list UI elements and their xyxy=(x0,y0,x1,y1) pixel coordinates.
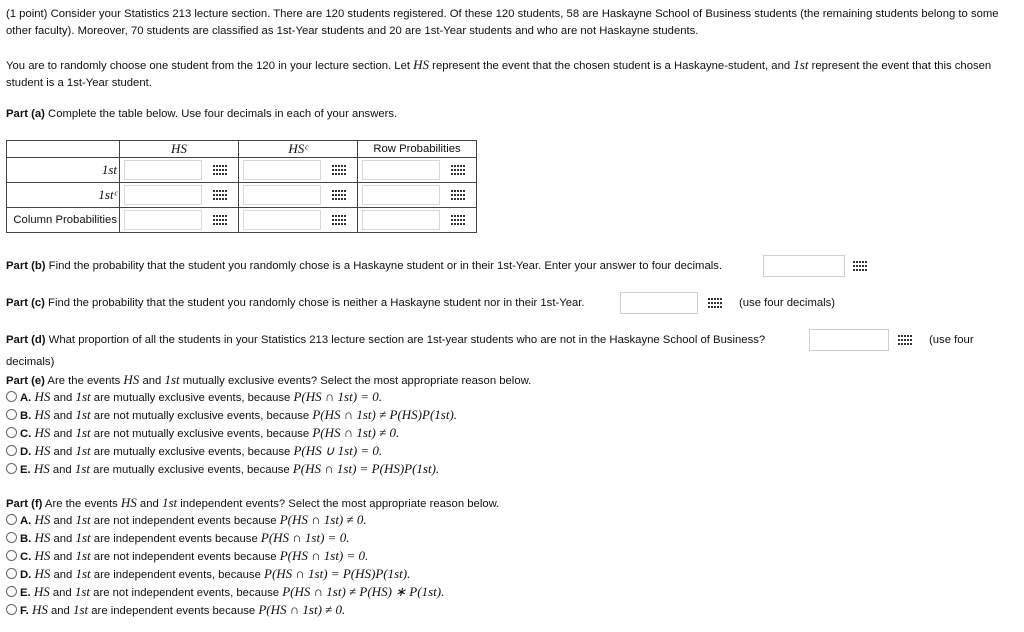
symbol-1st: 1st xyxy=(75,425,91,440)
option-row[interactable] xyxy=(6,442,382,461)
option-letter: C. xyxy=(20,428,32,440)
option-letter: C. xyxy=(20,551,32,563)
keypad-icon[interactable] xyxy=(853,261,867,271)
symbol-1st: 1st xyxy=(75,389,91,404)
option-math: P(HS ∩ 1st) = 0. xyxy=(260,530,350,545)
option-row[interactable] xyxy=(6,406,457,425)
radio-button[interactable] xyxy=(6,391,17,402)
part-f-text-1: Are the events xyxy=(42,498,121,510)
option-row[interactable] xyxy=(6,583,444,602)
option-letter: B. xyxy=(20,533,32,545)
part-a-label: Part (a) xyxy=(6,108,45,120)
table-row xyxy=(7,208,477,233)
part-f-text-2: and xyxy=(136,498,162,510)
row-label-1st xyxy=(7,158,120,183)
option-math: P(HS ∩ 1st) ≠ P(HS) ∗ P(1st). xyxy=(282,584,445,599)
option-letter: F. xyxy=(20,605,29,617)
part-e-text-2: and xyxy=(139,375,165,387)
header-hs-text: HS xyxy=(171,141,187,156)
option-letter: A. xyxy=(20,515,32,527)
row-label-text: Column Probabilities xyxy=(13,214,117,226)
radio-button[interactable] xyxy=(6,586,17,597)
part-a-prompt xyxy=(6,106,1016,123)
radio-button[interactable] xyxy=(6,604,17,615)
symbol-1st: 1st xyxy=(74,461,91,476)
symbol-hs: HS xyxy=(34,443,51,458)
answer-input-hs-1stc[interactable] xyxy=(124,185,202,205)
header-row-prob-text: Row Probabilities xyxy=(373,143,461,155)
option-text: are independent events because xyxy=(90,533,261,545)
symbol-hs: HS xyxy=(31,602,48,617)
setup-paragraph xyxy=(6,56,1016,92)
keypad-icon[interactable] xyxy=(213,215,227,225)
option-text: are not independent events, because xyxy=(90,587,283,599)
option-row[interactable] xyxy=(6,529,349,548)
option-math: P(HS ∩ 1st) = P(HS)P(1st). xyxy=(264,566,411,581)
part-f-label: Part (f) xyxy=(6,498,43,510)
part-b-text: Find the probability that the student you randomly chose is a Haskayne student or in their 1st-Year. Enter your answer to four decimals. xyxy=(45,260,723,272)
part-a-text: Complete the table below. Use four decimals in each of your answers. xyxy=(44,108,398,120)
part-c-answer-input[interactable] xyxy=(620,292,698,314)
symbol-1st: 1st xyxy=(793,57,809,72)
symbol-hs: HS xyxy=(34,566,51,581)
option-text: are not independent events because xyxy=(90,551,280,563)
part-c-hint: (use four decimals) xyxy=(739,297,836,309)
setup-text-2: represent the event that the chosen student is a Haskayne-student, and xyxy=(429,60,794,72)
symbol-hs: HS xyxy=(34,389,51,404)
option-joiner: and xyxy=(50,515,76,527)
keypad-icon[interactable] xyxy=(451,215,465,225)
symbol-hs: HS xyxy=(34,512,51,527)
radio-button[interactable] xyxy=(6,550,17,561)
option-joiner: and xyxy=(50,392,76,404)
intro-paragraph xyxy=(6,6,1016,40)
symbol-hs: HS xyxy=(33,461,50,476)
keypad-icon[interactable] xyxy=(451,190,465,200)
part-d-hint-cont: decimals) xyxy=(6,356,55,368)
option-letter: B. xyxy=(20,410,32,422)
answer-input-rowprob-1st[interactable] xyxy=(362,160,440,180)
option-joiner: and xyxy=(50,533,76,545)
intro-text: (1 point) Consider your Statistics 213 lecture section. There are 120 students registered. Of these 120 students, 58 are Haskayne School of Business students (the remaining students belong to some other faculty). Moreover, 70 students are classified as 1st-Year students and 20 are 1st-Year students and who are not Haskayne students. xyxy=(6,8,999,37)
radio-button[interactable] xyxy=(6,514,17,525)
option-row[interactable] xyxy=(6,601,345,620)
option-joiner: and xyxy=(49,464,75,476)
symbol-1st: 1st xyxy=(75,566,91,581)
radio-button[interactable] xyxy=(6,409,17,420)
answer-input-rowprob-1stc[interactable] xyxy=(362,185,440,205)
option-letter: E. xyxy=(20,464,31,476)
part-b-label: Part (b) xyxy=(6,260,46,272)
table-row xyxy=(7,158,477,183)
answer-input-colprob-total[interactable] xyxy=(362,210,440,230)
part-e-label: Part (e) xyxy=(6,375,45,387)
keypad-icon[interactable] xyxy=(332,215,346,225)
keypad-icon[interactable] xyxy=(708,298,722,308)
part-d-prompt xyxy=(6,332,765,349)
row-label-text: 1st xyxy=(101,162,117,177)
answer-input-colprob-hs[interactable] xyxy=(124,210,202,230)
header-hsc-text: HSᶜ xyxy=(288,141,308,156)
part-d-hint: (use four xyxy=(929,334,974,346)
header-row-prob xyxy=(358,141,477,158)
part-c-label: Part (c) xyxy=(6,297,45,309)
part-e-text-1: Are the events xyxy=(44,375,124,387)
radio-button[interactable] xyxy=(6,532,17,543)
part-d-answer-input[interactable] xyxy=(809,329,889,351)
symbol-hs: HS xyxy=(413,57,430,72)
part-d-label: Part (d) xyxy=(6,334,46,346)
option-row[interactable] xyxy=(6,511,367,530)
symbol-1st: 1st xyxy=(74,584,91,599)
part-e-text-3: mutually exclusive events? Select the most appropriate reason below. xyxy=(179,375,532,387)
radio-button[interactable] xyxy=(6,463,17,474)
part-d-text: What proportion of all the students in your Statistics 213 lecture section are 1st-year students who are not in the Haskayne School of Business? xyxy=(45,334,766,346)
option-math: P(HS ∩ 1st) ≠ P(HS)P(1st). xyxy=(312,407,458,422)
option-text: are not mutually exclusive events, because xyxy=(90,428,313,440)
keypad-icon[interactable] xyxy=(332,190,346,200)
option-text: are mutually exclusive events, because xyxy=(90,392,294,404)
option-text: are not independent events because xyxy=(90,515,280,527)
option-letter: D. xyxy=(20,446,32,458)
option-math: P(HS ∪ 1st) = 0. xyxy=(293,443,383,458)
option-joiner: and xyxy=(50,446,76,458)
option-joiner: and xyxy=(49,587,75,599)
option-row[interactable] xyxy=(6,460,439,479)
radio-button[interactable] xyxy=(6,568,17,579)
option-text: are not mutually exclusive events, because xyxy=(90,410,313,422)
symbol-1st: 1st xyxy=(75,407,91,422)
keypad-icon[interactable] xyxy=(898,335,912,345)
option-joiner: and xyxy=(50,410,76,422)
corner-cell xyxy=(7,141,120,158)
symbol-1st: 1st xyxy=(164,372,180,387)
option-letter: D. xyxy=(20,569,32,581)
table-row xyxy=(7,183,477,208)
answer-input-hsc-1st[interactable] xyxy=(243,160,321,180)
setup-text-1: You are to randomly choose one student from the 120 in your lecture section. Let xyxy=(6,60,414,72)
row-label-text: 1stᶜ xyxy=(98,187,117,202)
setup-text-3: represent the event that this chosen student is a 1st-Year student. xyxy=(6,60,992,89)
option-joiner: and xyxy=(50,428,76,440)
radio-button[interactable] xyxy=(6,445,17,456)
option-math: P(HS ∩ 1st) ≠ 0. xyxy=(279,512,367,527)
keypad-icon[interactable] xyxy=(451,165,465,175)
option-text: are independent events, because xyxy=(90,569,265,581)
keypad-icon[interactable] xyxy=(213,190,227,200)
option-row[interactable] xyxy=(6,547,368,566)
part-b-prompt xyxy=(6,258,722,275)
part-f-text-3: independent events? Select the most appropriate reason below. xyxy=(177,498,500,510)
symbol-1st: 1st xyxy=(75,512,91,527)
symbol-hs: HS xyxy=(34,425,51,440)
symbol-hs: HS xyxy=(34,548,51,563)
option-math: P(HS ∩ 1st) ≠ 0. xyxy=(258,602,346,617)
symbol-hs: HS xyxy=(34,407,51,422)
option-row[interactable] xyxy=(6,424,399,443)
symbol-hs: HS xyxy=(34,530,51,545)
symbol-hs: HS xyxy=(33,584,50,599)
symbol-hs: HS xyxy=(120,495,137,510)
row-label-1stc xyxy=(7,183,120,208)
header-hs xyxy=(120,141,239,158)
probability-table xyxy=(6,140,477,233)
option-row[interactable] xyxy=(6,565,410,584)
keypad-icon[interactable] xyxy=(332,165,346,175)
option-row[interactable] xyxy=(6,388,382,407)
symbol-1st: 1st xyxy=(75,548,91,563)
option-math: P(HS ∩ 1st) = 0. xyxy=(279,548,369,563)
option-letter: E. xyxy=(20,587,31,599)
part-c-text: Find the probability that the student you randomly chose is neither a Haskayne student nor in their 1st-Year. xyxy=(44,297,585,309)
option-joiner: and xyxy=(47,605,73,617)
option-text: are independent events because xyxy=(88,605,259,617)
answer-input-colprob-hsc[interactable] xyxy=(243,210,321,230)
option-joiner: and xyxy=(50,551,76,563)
symbol-1st: 1st xyxy=(72,602,89,617)
symbol-1st: 1st xyxy=(75,443,91,458)
symbol-1st: 1st xyxy=(161,495,178,510)
symbol-1st: 1st xyxy=(75,530,91,545)
symbol-hs: HS xyxy=(123,372,140,387)
keypad-icon[interactable] xyxy=(213,165,227,175)
answer-input-hs-1st[interactable] xyxy=(124,160,202,180)
option-joiner: and xyxy=(50,569,76,581)
header-hsc xyxy=(239,141,358,158)
row-label-colprob xyxy=(7,208,120,233)
option-text: are mutually exclusive events, because xyxy=(90,446,294,458)
option-letter: A. xyxy=(20,392,32,404)
option-text: are mutually exclusive events, because xyxy=(90,464,293,476)
answer-input-hsc-1stc[interactable] xyxy=(243,185,321,205)
part-c-prompt xyxy=(6,295,585,312)
part-b-answer-input[interactable] xyxy=(763,255,845,277)
option-math: P(HS ∩ 1st) = 0. xyxy=(293,389,383,404)
option-math: P(HS ∩ 1st) ≠ 0. xyxy=(312,425,400,440)
option-math: P(HS ∩ 1st) = P(HS)P(1st). xyxy=(292,461,440,476)
radio-button[interactable] xyxy=(6,427,17,438)
